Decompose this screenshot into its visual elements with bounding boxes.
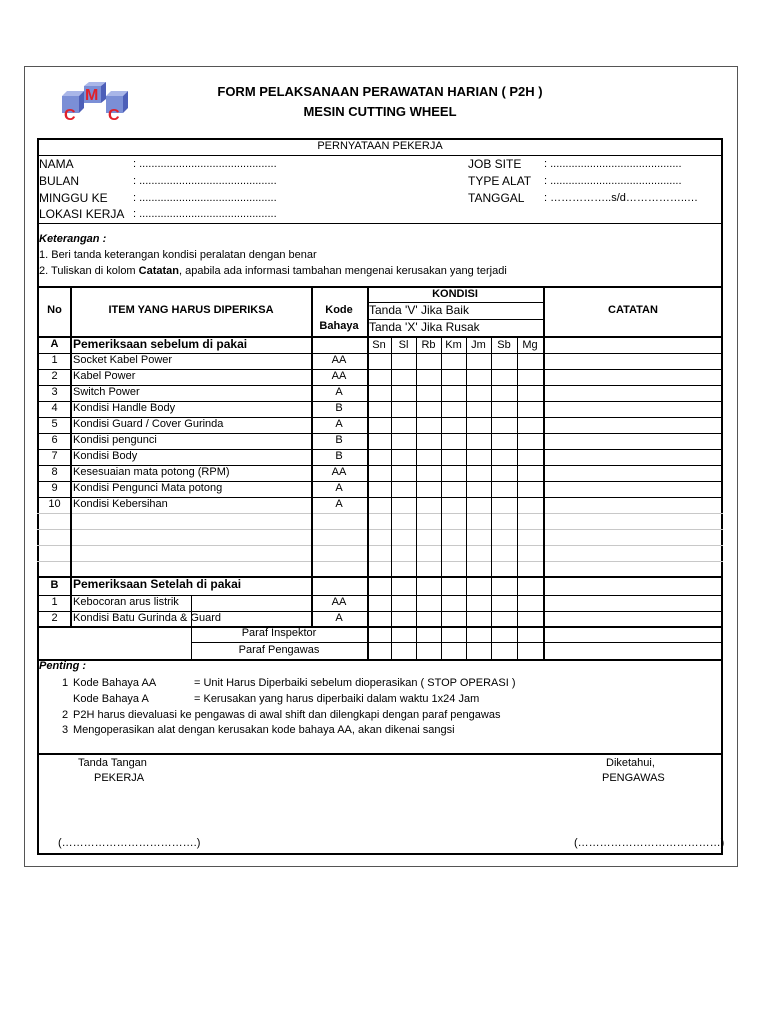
row-number: 3	[51, 386, 58, 398]
kondisi-cell[interactable]	[518, 370, 542, 384]
kondisi-cell[interactable]	[417, 434, 440, 448]
kondisi-cell[interactable]	[442, 466, 465, 480]
label-bulan: BULAN	[39, 174, 80, 188]
keterangan-line-2-bold: Catatan	[138, 265, 179, 277]
col-header-kode-1: Kode	[325, 304, 353, 316]
row-kode-bahaya: B	[335, 450, 343, 462]
pernyataan-heading: PERNYATAAN PEKERJA	[317, 140, 443, 152]
kondisi-cell[interactable]	[417, 370, 440, 384]
sign-left-blank[interactable]: (……………………………….)	[58, 837, 201, 849]
penting-1b-left: Kode Bahaya A	[73, 693, 149, 705]
kondisi-cell[interactable]	[492, 354, 516, 368]
kondisi-cell[interactable]	[368, 596, 390, 610]
kondisi-cell[interactable]	[518, 482, 542, 496]
field-lokasi-kerja[interactable]: : .............................................	[133, 208, 277, 220]
row-number: 6	[51, 434, 58, 446]
sign-right-blank[interactable]: (…………………………………)	[574, 837, 725, 849]
kondisi-cell[interactable]	[467, 354, 490, 368]
kondisi-cell[interactable]	[417, 354, 440, 368]
kondisi-cell[interactable]	[442, 434, 465, 448]
kondisi-cell[interactable]	[368, 612, 390, 626]
kondisi-cell[interactable]	[442, 386, 465, 400]
col-header-catatan: CATATAN	[608, 304, 658, 316]
kondisi-cell[interactable]	[392, 386, 415, 400]
kondisi-cell[interactable]	[417, 498, 440, 512]
keterangan-heading: Keterangan :	[39, 233, 107, 245]
section-a-label: A	[50, 338, 59, 350]
penting-num-3: 3	[62, 724, 69, 736]
kondisi-cell[interactable]	[392, 434, 415, 448]
row-item: Kondisi Kebersihan	[73, 498, 168, 510]
label-lokasi-kerja: LOKASI KERJA	[39, 207, 125, 221]
col-header-kondisi: KONDISI	[432, 288, 478, 300]
penting-1b-right: = Kerusakan yang harus diperbaiki dalam waktu 1x24 Jam	[194, 693, 480, 705]
kondisi-cell[interactable]	[492, 434, 516, 448]
kondisi-cell[interactable]	[442, 402, 465, 416]
kondisi-cell[interactable]	[518, 466, 542, 480]
catatan-cell[interactable]	[544, 498, 722, 512]
row-number: 9	[51, 482, 58, 494]
kondisi-cell[interactable]	[492, 402, 516, 416]
kondisi-cell[interactable]	[368, 482, 390, 496]
day-header-sb: Sb	[497, 339, 511, 351]
row-item: Kondisi pengunci	[73, 434, 157, 446]
kondisi-cell[interactable]	[392, 466, 415, 480]
field-nama[interactable]: : .............................................	[133, 158, 277, 170]
kondisi-cell[interactable]	[467, 596, 490, 610]
kondisi-cell[interactable]	[417, 466, 440, 480]
kondisi-cell[interactable]	[518, 450, 542, 464]
catatan-cell[interactable]	[544, 450, 722, 464]
row-number: 2	[51, 370, 58, 382]
kondisi-cell[interactable]	[467, 434, 490, 448]
row-kode-bahaya: A	[335, 498, 343, 510]
company-logo	[58, 82, 130, 124]
kondisi-cell[interactable]	[368, 370, 390, 384]
row-number: 5	[51, 418, 58, 430]
kondisi-cell[interactable]	[518, 498, 542, 512]
row-kode-bahaya: A	[335, 482, 343, 494]
kondisi-cell[interactable]	[417, 402, 440, 416]
day-header-mg: Mg	[522, 339, 538, 351]
row-kode-bahaya: B	[335, 402, 343, 414]
form-subtitle: MESIN CUTTING WHEEL	[303, 104, 457, 119]
catatan-cell[interactable]	[544, 386, 722, 400]
row-item: Kondisi Pengunci Mata potong	[73, 482, 223, 494]
label-nama: NAMA	[39, 157, 74, 171]
field-tanggal[interactable]: : ……………..s/d……………..…	[544, 192, 699, 204]
section-b-title: Pemeriksaan Setelah di pakai	[73, 577, 242, 591]
field-job-site[interactable]: : ...........................................	[544, 158, 682, 170]
keterangan-line-2-pre: 2. Tuliskan di kolom	[39, 265, 139, 277]
row-item: Kondisi Body	[73, 450, 138, 462]
kondisi-cell[interactable]	[492, 450, 516, 464]
field-type-alat[interactable]: : ...........................................	[544, 175, 682, 187]
row-kode-bahaya: A	[335, 418, 343, 430]
form-title: FORM PELAKSANAAN PERAWATAN HARIAN ( P2H )	[217, 84, 543, 99]
kondisi-cell[interactable]	[467, 386, 490, 400]
row-item: Kesesuaian mata potong (RPM)	[73, 466, 230, 478]
row-kode-bahaya: AA	[331, 354, 347, 366]
kondisi-cell[interactable]	[368, 402, 390, 416]
kondisi-cell[interactable]	[442, 450, 465, 464]
kondisi-cell[interactable]	[492, 596, 516, 610]
sign-left-role: PEKERJA	[94, 772, 145, 784]
catatan-cell[interactable]	[544, 466, 722, 480]
penting-2-text: P2H harus dievaluasi ke pengawas di awal shift dan dilengkapi dengan paraf pengawas	[73, 709, 501, 721]
kondisi-cell[interactable]	[442, 596, 465, 610]
kondisi-cell[interactable]	[492, 466, 516, 480]
kondisi-cell[interactable]	[442, 498, 465, 512]
sign-right-label: Diketahui,	[606, 757, 655, 769]
row-number: 1	[51, 596, 58, 608]
kondisi-cell[interactable]	[417, 418, 440, 432]
kondisi-cell[interactable]	[392, 596, 415, 610]
kondisi-cell[interactable]	[467, 466, 490, 480]
label-tanggal: TANGGAL	[468, 191, 525, 205]
kondisi-cell[interactable]	[442, 482, 465, 496]
kondisi-cell[interactable]	[442, 370, 465, 384]
label-job-site: JOB SITE	[468, 157, 522, 171]
kondisi-cell[interactable]	[442, 612, 465, 626]
col-header-no: No	[47, 304, 62, 316]
row-number: 7	[51, 450, 58, 462]
field-minggu-ke[interactable]: : .............................................	[133, 192, 277, 204]
keterangan-line-2	[39, 265, 507, 277]
catatan-cell[interactable]	[544, 354, 722, 368]
row-kode-bahaya: AA	[331, 370, 347, 382]
kondisi-cell[interactable]	[417, 450, 440, 464]
kondisi-cell[interactable]	[392, 418, 415, 432]
logo-letter-c1: C	[64, 107, 76, 124]
day-header-km: Km	[445, 339, 462, 351]
tanda-baik: Tanda 'V' Jika Baik	[369, 303, 469, 317]
kondisi-cell[interactable]	[392, 402, 415, 416]
kondisi-cell[interactable]	[417, 612, 440, 626]
kondisi-cell[interactable]	[368, 450, 390, 464]
sign-left-label: Tanda Tangan	[78, 757, 147, 769]
kondisi-cell[interactable]	[467, 370, 490, 384]
kondisi-cell[interactable]	[492, 498, 516, 512]
row-kode-bahaya: B	[335, 434, 343, 446]
kondisi-cell[interactable]	[518, 434, 542, 448]
col-header-item: ITEM YANG HARUS DIPERIKSA	[108, 304, 274, 316]
penting-1-left: Kode Bahaya AA	[73, 677, 157, 689]
catatan-cell[interactable]	[544, 596, 722, 610]
row-item: Socket Kabel Power	[73, 354, 173, 366]
catatan-cell[interactable]	[544, 418, 722, 432]
kondisi-cell[interactable]	[492, 482, 516, 496]
row-number: 8	[51, 466, 58, 478]
label-type-alat: TYPE ALAT	[468, 174, 532, 188]
catatan-cell[interactable]	[544, 370, 722, 384]
kondisi-cell[interactable]	[368, 466, 390, 480]
kondisi-cell[interactable]	[467, 612, 490, 626]
kondisi-cell[interactable]	[518, 354, 542, 368]
row-number: 2	[51, 612, 58, 624]
row-number: 10	[48, 498, 61, 510]
kondisi-cell[interactable]	[368, 434, 390, 448]
penting-num-2: 2	[62, 709, 69, 721]
sign-right-role: PENGAWAS	[602, 772, 665, 784]
kondisi-cell[interactable]	[492, 386, 516, 400]
tanda-rusak: Tanda 'X' Jika Rusak	[369, 320, 480, 334]
catatan-cell[interactable]	[544, 434, 722, 448]
kondisi-cell[interactable]	[392, 354, 415, 368]
catatan-cell[interactable]	[544, 402, 722, 416]
kondisi-cell[interactable]	[392, 450, 415, 464]
catatan-cell[interactable]	[544, 612, 722, 626]
col-header-kode-2: Bahaya	[319, 320, 359, 332]
kondisi-cell[interactable]	[368, 418, 390, 432]
kondisi-cell[interactable]	[368, 498, 390, 512]
kondisi-cell[interactable]	[518, 418, 542, 432]
row-item: Kondisi Handle Body	[73, 402, 176, 414]
kondisi-cell[interactable]	[442, 354, 465, 368]
paraf-inspektor-label: Paraf Inspektor	[241, 627, 317, 639]
kondisi-cell[interactable]	[518, 402, 542, 416]
kondisi-cell[interactable]	[417, 386, 440, 400]
row-kode-bahaya: A	[335, 612, 343, 624]
kondisi-cell[interactable]	[467, 482, 490, 496]
penting-heading: Penting :	[39, 660, 87, 672]
kondisi-cell[interactable]	[368, 354, 390, 368]
catatan-cell[interactable]	[544, 482, 722, 496]
field-bulan[interactable]: : .............................................	[133, 175, 277, 187]
kondisi-cell[interactable]	[518, 386, 542, 400]
row-number: 4	[51, 402, 58, 414]
row-item: Kondisi Guard / Cover Gurinda	[73, 418, 224, 430]
kondisi-cell[interactable]	[392, 370, 415, 384]
row-kode-bahaya: AA	[331, 596, 347, 608]
logo-letter-c2: C	[108, 107, 120, 124]
row-item: Kebocoran arus listrik	[73, 596, 179, 608]
label-minggu-ke: MINGGU KE	[39, 191, 108, 205]
kondisi-cell[interactable]	[467, 402, 490, 416]
day-header-jm: Jm	[471, 339, 486, 351]
row-number: 1	[51, 354, 58, 366]
kondisi-cell[interactable]	[467, 418, 490, 432]
kondisi-cell[interactable]	[392, 498, 415, 512]
kondisi-cell[interactable]	[467, 450, 490, 464]
kondisi-cell[interactable]	[518, 612, 542, 626]
kondisi-cell[interactable]	[492, 612, 516, 626]
kondisi-cell[interactable]	[518, 596, 542, 610]
kondisi-cell[interactable]	[442, 418, 465, 432]
section-a-title: Pemeriksaan sebelum di pakai	[73, 337, 248, 351]
section-b-label: B	[50, 579, 59, 591]
keterangan-line-2-post: , apabila ada informasi tambahan mengenai kerusakan yang terjadi	[179, 265, 507, 277]
penting-1-right: = Unit Harus Diperbaiki sebelum dioperasikan ( STOP OPERASI )	[194, 677, 516, 689]
kondisi-cell[interactable]	[392, 612, 415, 626]
row-kode-bahaya: A	[335, 386, 343, 398]
paraf-pengawas-label: Paraf Pengawas	[238, 644, 320, 656]
penting-3-text: Mengoperasikan alat dengan kerusakan kode bahaya AA, akan dikenai sangsi	[73, 724, 455, 736]
row-item: Kondisi Batu Gurinda & Guard	[73, 612, 221, 624]
row-item: Kabel Power	[73, 370, 136, 382]
kondisi-cell[interactable]	[467, 498, 490, 512]
kondisi-cell[interactable]	[417, 482, 440, 496]
row-kode-bahaya: AA	[331, 466, 347, 478]
keterangan-line-1: 1. Beri tanda keterangan kondisi peralatan dengan benar	[39, 249, 317, 261]
penting-num-1: 1	[62, 677, 69, 689]
kondisi-cell[interactable]	[392, 482, 415, 496]
logo-letter-m: M	[85, 87, 99, 104]
day-header-rb: Rb	[421, 339, 436, 351]
day-header-sn: Sn	[372, 339, 386, 351]
kondisi-cell[interactable]	[417, 596, 440, 610]
kondisi-cell[interactable]	[492, 418, 516, 432]
kondisi-cell[interactable]	[368, 386, 390, 400]
kondisi-cell[interactable]	[492, 370, 516, 384]
row-item: Switch Power	[73, 386, 140, 398]
day-header-sl: Sl	[398, 339, 409, 351]
